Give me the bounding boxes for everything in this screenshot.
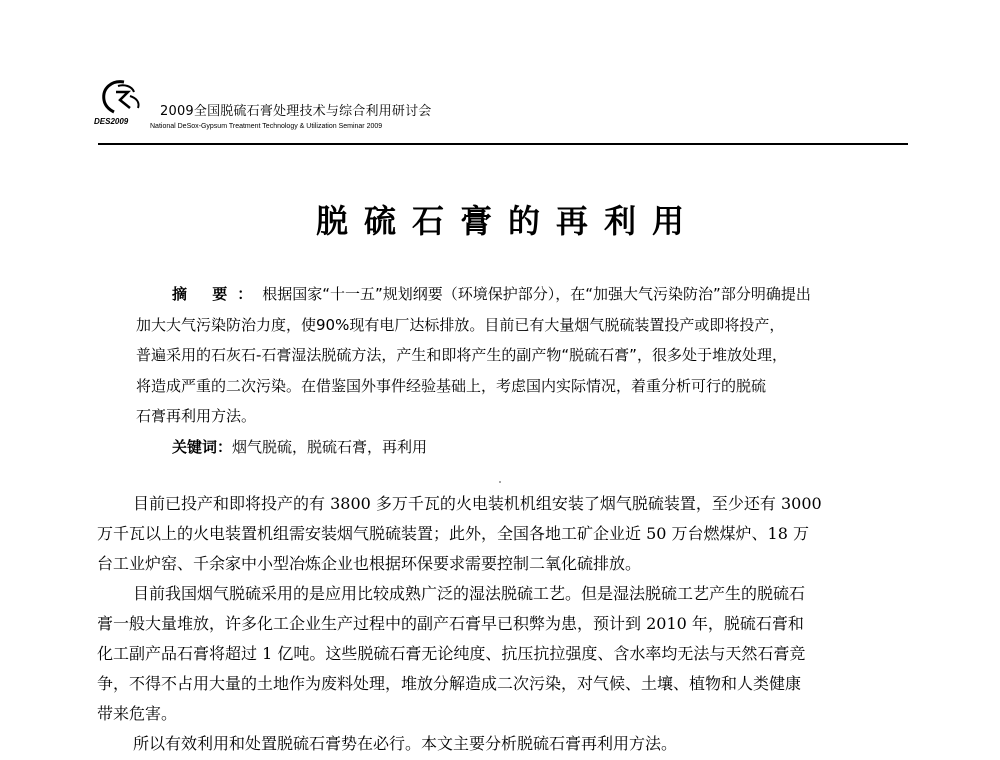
abstract — [136, 279, 876, 462]
scan-speck — [499, 481, 501, 483]
body-line: 争，不得不占用大量的土地作为废料处理，堆放分解造成二次污染，对气候、土壤、植物和人类健康 — [97, 674, 802, 693]
body-line: 化工副产品石膏将超过 1 亿吨。这些脱硫石膏无论纯度、抗压抗拉强度、含水率均无法与天然石膏竞 — [97, 644, 806, 663]
header-divider — [98, 143, 908, 145]
abstract-label: 摘 要： — [172, 285, 263, 303]
seminar-title-cn: 2009全国脱硫石膏处理技术与综合利用研讨会 — [160, 104, 432, 119]
body-line: 膏一般大量堆放，许多化工企业生产过程中的副产石膏早已积弊为患，预计到 2010 年，脱硫石膏和 — [97, 614, 804, 633]
keywords-label: 关键词： — [172, 437, 233, 456]
abstract-line: 普遍采用的石灰石-石膏湿法脱硫方法，产生和即将产生的副产物“脱硫石膏”，很多处于堆放处理， — [136, 346, 787, 364]
abstract-text: 根据国家“十一五”规划纲要（环境保护部分），在“加强大气污染防治”部分明确提出 — [262, 285, 811, 303]
body-line: 万千瓦以上的火电装置机组需安装烟气脱硫装置；此外，全国各地工矿企业近 50 万台燃煤炉、18 万 — [97, 524, 809, 543]
body-line: 带来危害。 — [97, 704, 178, 723]
keywords-line — [136, 432, 876, 463]
body-line: 目前已投产和即将投产的有 3800 多万千瓦的火电装机机组安装了烟气脱硫装置，至少还有 3000 — [133, 494, 822, 513]
logo-text: DES2009 — [94, 117, 129, 126]
abstract-line: 石膏再利用方法。 — [136, 407, 257, 425]
abstract-line: 加大大气污染防治力度，使90%现有电厂达标排放。目前已有大量烟气脱硫装置投产或即将投产， — [136, 315, 785, 334]
seminar-title-en: National DeSox-Gypsum Treatment Technology & Utilization Seminar 2009 — [150, 123, 383, 130]
abstract-line: 将造成严重的二次污染。在借鉴国外事件经验基础上，考虑国内实际情况，着重分析可行的脱硫 — [136, 376, 767, 395]
body-text — [97, 489, 917, 759]
body-line: 目前我国烟气脱硫采用的是应用比较成熟广泛的湿法脱硫工艺。但是湿法脱硫工艺产生的脱硫石 — [133, 584, 806, 603]
body-line: 所以有效利用和处置脱硫石膏势在必行。本文主要分析脱硫石膏再利用方法。 — [133, 734, 678, 753]
body-line: 台工业炉窑、千余家中小型冶炼企业也根据环保要求需要控制二氧化硫排放。 — [97, 554, 642, 573]
paper-title: 脱硫石膏的再利用 — [315, 202, 700, 240]
seminar-logo — [94, 78, 150, 126]
abstract-line — [136, 279, 876, 310]
keywords-text: 烟气脱硫，脱硫石膏，再利用 — [232, 437, 428, 456]
